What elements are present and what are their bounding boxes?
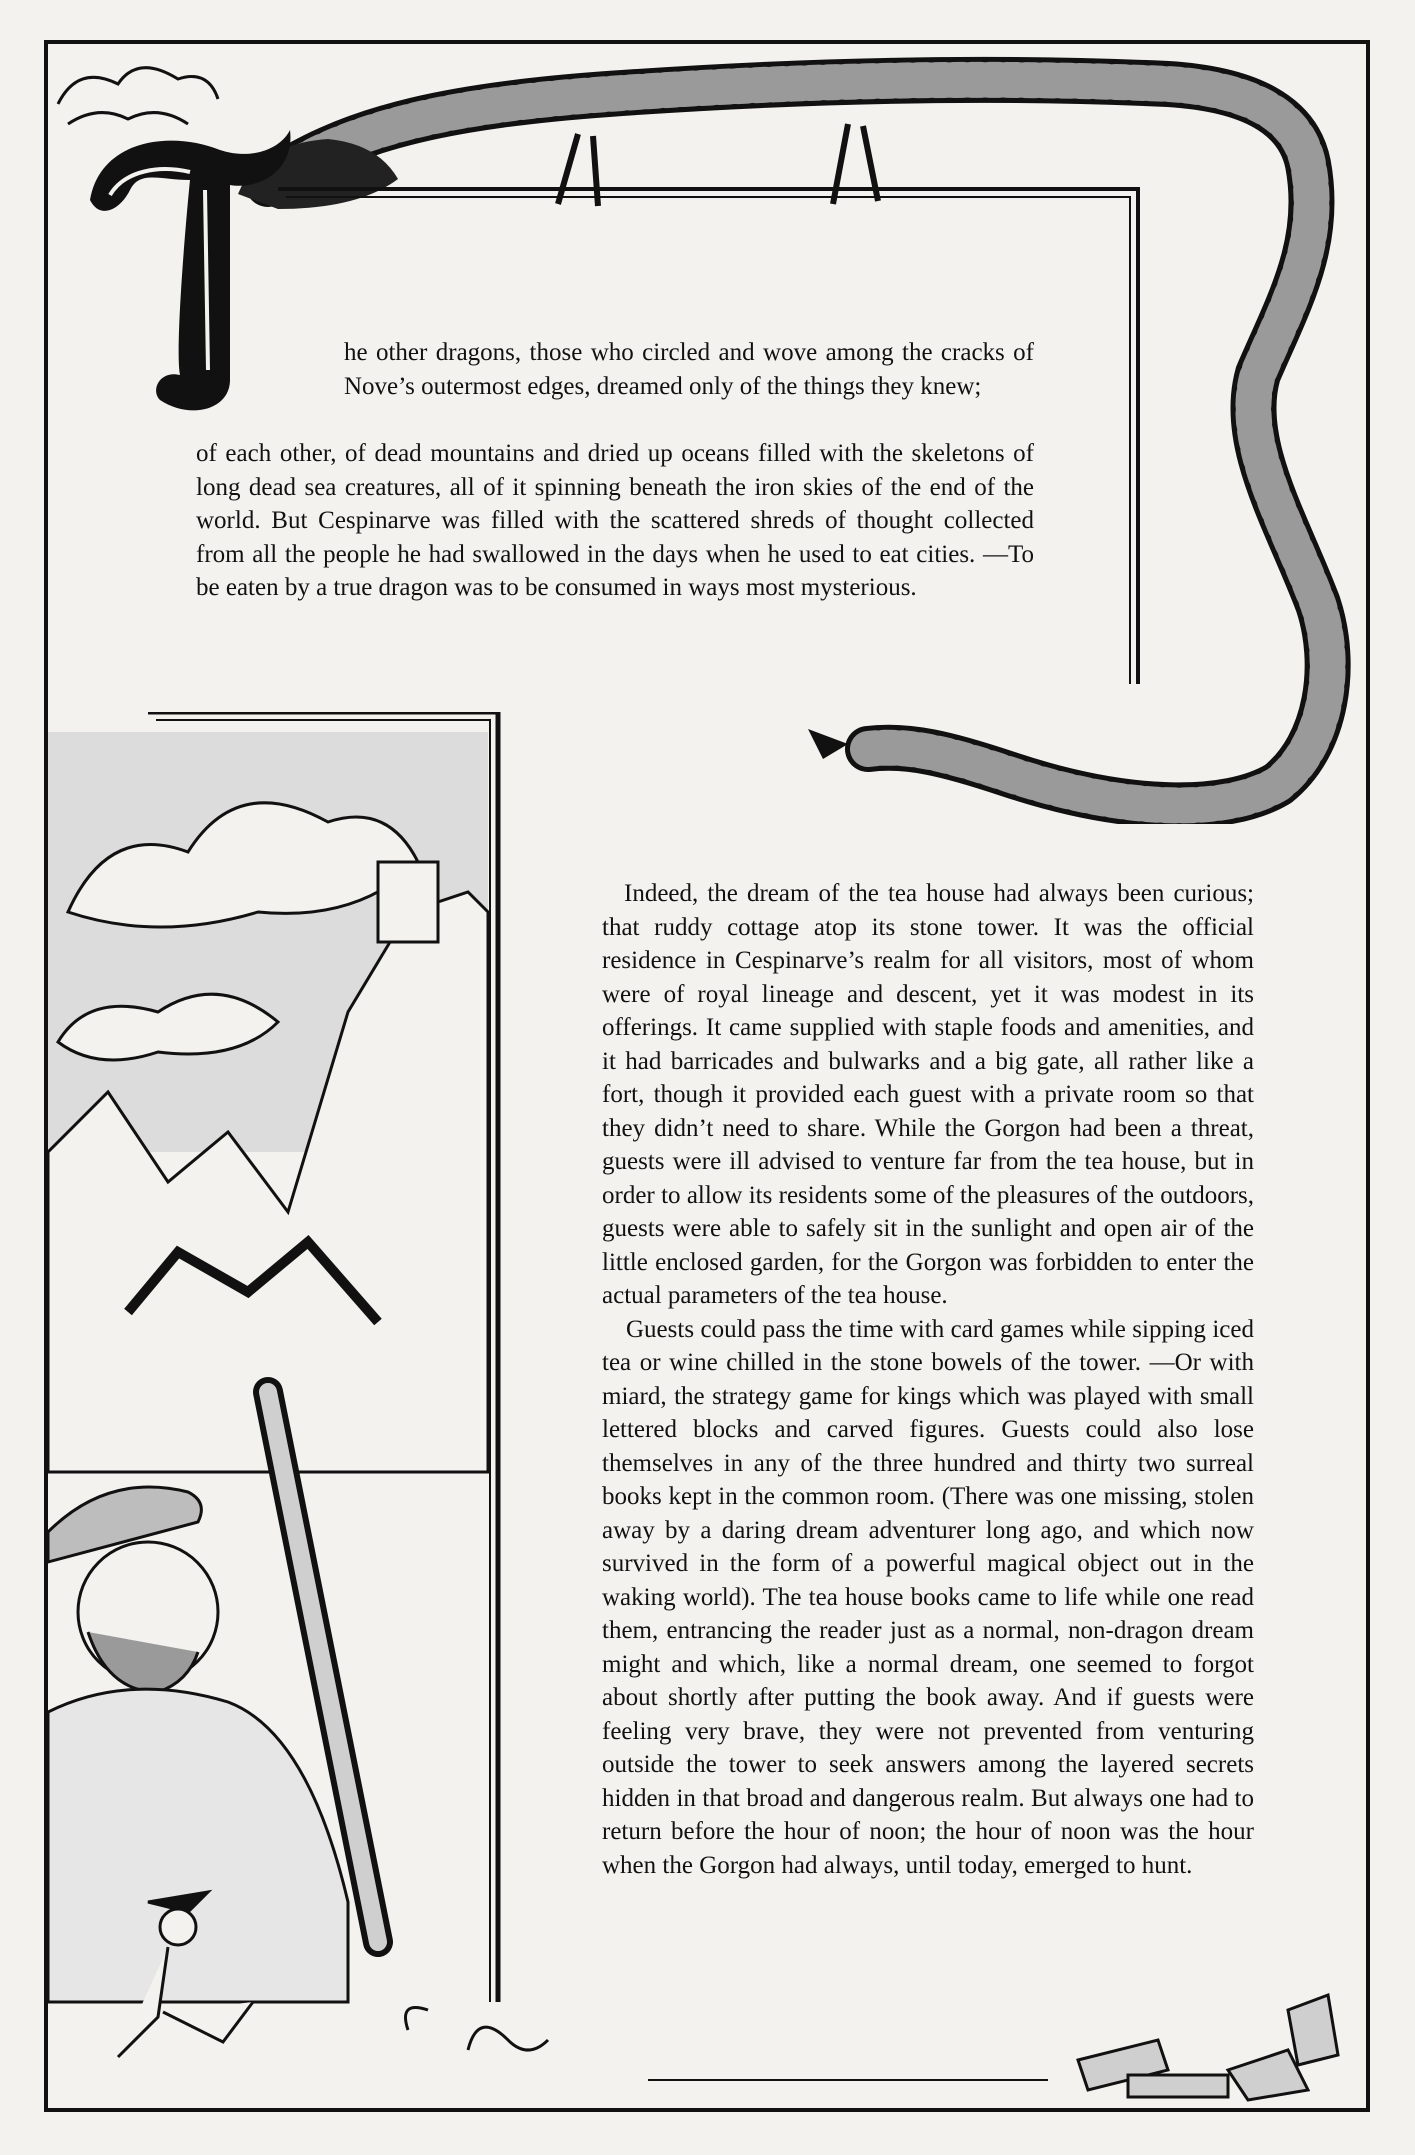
drop-cap [80, 110, 300, 420]
dragon-tail-tip [808, 729, 848, 759]
adventurer-figure [48, 1392, 378, 2002]
svg-text:T: T [80, 110, 81, 111]
intro-lead-in: he other dragons, those who circled and wove among the cracks of Nove’s outermost edges, dreamed only of the things they knew; [344, 339, 1034, 400]
paragraph: Guests could pass the time with card games while sipping iced tea or wine chilled in the stone bowels of the tower. —Or with miard, the strategy game for kings which was played with small lettered blocks and carved figures. Guests could also lose themselves in any of the three hundred and thirty two surreal books kept in the common room. (There was one missing, stolen away by a daring dream adventurer long ago, and which now survived in the form of a powerful magical object out in the waking world). The tea house books came to life while one read them, entrancing the reader just as a normal, non-dragon dream might and which, like a normal dream, one seemed to forgot about shortly after putting the book away. And if guests were feeling very brave, they were not prevented from venturing outside the tower to seek answers among the layered secrets hidden in that broad and dangerous realm. But always one had to return before the hour of noon; the hour of noon was the hour when the Gorgon had always, until today, emerged to hunt. [602, 1315, 1254, 1879]
paragraph: Indeed, the dream of the tea house had always been curious; that ruddy cottage atop its stone tower. It was the official residence in Cespinarve’s realm for all visitors, most of whom were of royal lineage and descent, yet it was modest in its offerings. It came supplied with staple foods and amenities, and it had barricades and bulwarks and a big gate, all rather like a fort, though it provided each guest with a private room so that they didn’t need to share. While the Gorgon had been a threat, guests were ill advised to venture far from the tea house, but in order to allow its residents some of the pleasures of the outdoors, guests were able to safely sit in the sunlight and open air of the little enclosed garden, for the Gorgon was forbidden to enter the actual parameters of the tea house. [602, 880, 1254, 1309]
main-text [602, 877, 1254, 1882]
book-icon [1078, 1995, 1338, 2100]
drop-cap-letter [80, 110, 300, 420]
adventurer-illustration [48, 712, 508, 2107]
books-border-illustration [48, 1990, 1366, 2110]
tea-house-tower [378, 862, 438, 942]
intro-paragraph: of each other, of dead mountains and dried up oceans filled with the skeletons of long dead sea creatures, all of it spinning beneath the iron skies of the end of the world. But Cespinarve was filled with the scattered shreds of thought collected from all the people he had swallowed in the days when he used to eat cities. —To be eaten by a true dragon was to be consumed in ways most mysterious. [196, 440, 1034, 601]
